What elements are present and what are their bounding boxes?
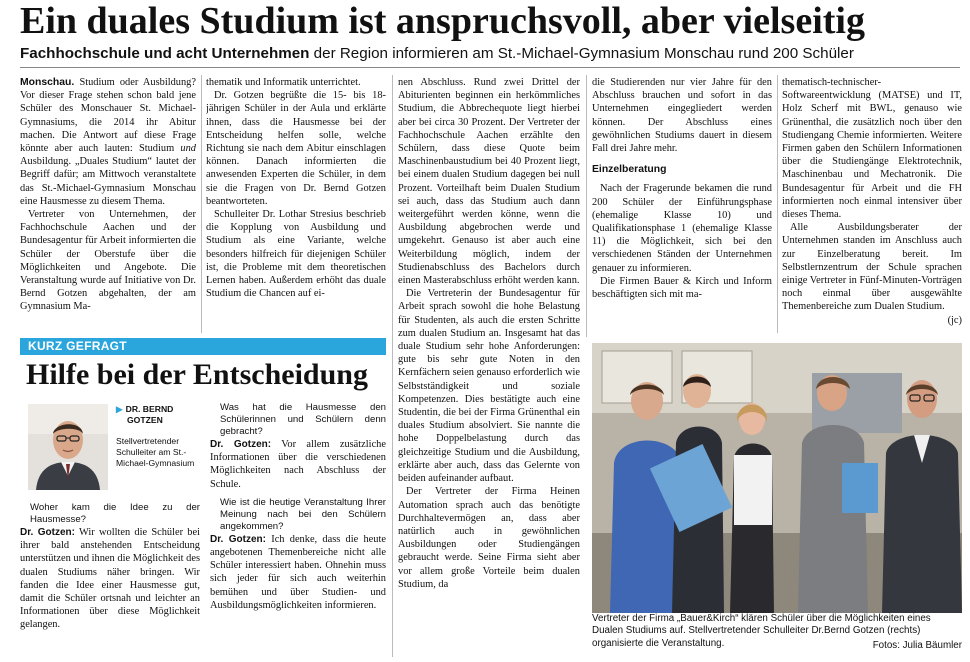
article-column-1: [20, 76, 196, 334]
answer-text: Ich denke, dass die heute angebotenen Themenbereiche nicht alle Schüler interessiert haben. Ohnehin muss sich jeder für sich auch weiterhin bemühen und über Studien- und Ausbildungsmöglichkeiten informieren.: [210, 533, 386, 611]
column-divider: [586, 75, 587, 337]
interview-band: KURZ GEFRAGT: [20, 338, 386, 355]
article-text: Alle Ausbildungsberater der Unternehmen standen im Anschluss auch zur Einzelberatung bereit. Im Selbstlernzentrum der Schule sprachen einige Vertreter in Fünf-Minuten-Vorträgen noch einmal über ausgewählte Themenbereiche zum Dualen Studium.: [782, 222, 962, 313]
answer-text: Wir wollten die Schüler bei ihrer bald anstehenden Entscheidung unterstützen und ihnen die Möglichkeit des dualen Studiums näher bringen. Wir fanden die Idee einer Hausmesse gut, damit die Schüler ortsnah und leichter an Informationen über diese Möglichkeit gelangen.: [20, 527, 200, 631]
headline: Ein duales Studium ist anspruchsvoll, aber vielseitig: [20, 0, 865, 42]
subheadline-bold: Fachhochschule und acht Unternehmen: [20, 45, 310, 62]
interview-question: Woher kam die Idee zu der Hausmesse?: [30, 502, 200, 525]
subheadline-rest: der Region informieren am St.-Michael-Gymnasium Monschau rund 200 Schüler: [309, 45, 854, 62]
interview-answer: [210, 533, 386, 612]
interviewee-role: Stellvertretender Schulleiter am St.-Michael-Gymnasium: [116, 436, 195, 468]
article-paragraph: [782, 221, 962, 326]
article-paragraph: Nach der Fragerunde bekamen die rund 200 Schüler der Einführungsphase (ehemalige Klasse 10) und Qualifikationsphase 1 (ehemalige Klasse 11) die Möglichkeit, sich bei den verschiedenen Ständen der Unternehmen genauer zu informieren.: [592, 183, 772, 274]
interview-box: [20, 338, 386, 656]
triangle-right-icon: ▶: [116, 404, 123, 414]
column-divider: [392, 75, 393, 657]
answer-speaker: Dr. Gotzen:: [210, 533, 266, 545]
section-heading: Einzelberatung: [592, 164, 667, 176]
article-text: Studium oder Ausbildung? Vor dieser Frage stehen schon bald jene Schüler des Monschauer St. Michael-Gymnasiums, die 2014 ihr Abitur machen. Die Antwort auf diese Frage könnte aber auch lauten: Studium: [20, 77, 196, 155]
interviewee-name-line: GOTZEN: [127, 415, 163, 425]
portrait-photo: [28, 404, 108, 490]
interview-question: Was hat die Hausmesse den Schülerinnen und Schülern denn gebracht?: [220, 402, 386, 437]
article-text-italic: und: [180, 143, 196, 155]
column-divider: [777, 75, 778, 333]
interviewee-name-line: [116, 404, 173, 415]
event-photo: [592, 343, 962, 613]
interview-answer: [210, 438, 386, 491]
name-text: DR. BERND: [125, 404, 174, 414]
article-paragraph: Schulleiter Dr. Lothar Stresius beschrieb die Kopplung von Ausbildung und Studium als eine Variante, welche besonders hilfreich für diejenigen Schüler ist, die Probleme mit dem theoretischen Lernen haben. Außerdem erhöht das duale Studium die Chancen auf ei-: [206, 209, 386, 300]
portrait-illustration: [28, 404, 108, 490]
event-photo-illustration: [592, 343, 962, 613]
answer-text: Vor allem zusätzliche Informationen über die verschiedenen Möglichkeiten nach Abschluss der Schule.: [210, 439, 386, 490]
photo-caption: Vertreter der Firma „Bauer&Kirch“ klären Schüler über die Möglichkeiten eines Dualen Studiums auf. Stellvertretender Schulleiter Dr.Bernd Gotzen (rechts) organisierte die Veranstaltung.: [592, 613, 931, 649]
article-paragraph: Die Firmen Bauer & Kirch und Inform beschäftigten sich mit ma-: [592, 275, 772, 301]
article-column-5: [782, 76, 962, 334]
article-column-2: [206, 76, 386, 334]
interview-question: Wie ist die heutige Veranstaltung Ihrer Meinung nach bei den Schülern angekommen?: [220, 496, 386, 532]
dateline: Monschau.: [20, 77, 75, 88]
answer-speaker: Dr. Gotzen:: [210, 439, 272, 450]
article-paragraph: thematik und Informatik unterrichtet.: [206, 77, 361, 88]
article-column-4: [592, 76, 772, 334]
article-text: Ausbildung. „Duales Studium“ lautet der Begriff dafür; am Mittwoch veranstaltete das St.-Michael-Gymnasium Monschau eine Hausmesse zu diesem Thema.: [20, 156, 196, 207]
answer-speaker: Dr. Gotzen:: [20, 527, 75, 538]
interview-column-1: [20, 502, 200, 654]
article-paragraph: Der Vertreter der Firma Heinen Automation sprach auch das benötigte Durchhaltevermögen an, dass aber natürlich auch in gewöhnlichen Ausbildungen oder Studiengängen gebraucht werde. Seine Firma sieht aber vor allem große Vorteile beim dualen Studium, da: [398, 486, 580, 590]
article-paragraph: nen Abschluss. Rund zwei Drittel der Abiturienten beginnen ein herkömmliches Studium, die Abbrechequote liegt hierbei aber bei circa 30 Prozent. Der Vertreter der Fachhochschule Aachen erzählte den Schülern, dass diese Quote beim Maschinenbaustudium bei 40 Prozent liegt, bei einem dualen Studium dagegen bei null Prozent. Vorteilhaft beim Dualen Studium sei auch, dass das Studium auch dann weitergeführt werden könne, wenn die Ausbildung abgebrochen werde und umgekehrt. Genauso ist aber auch eine Weiterbildung möglich, indem der Studienabschluss des Bachelors durch einen Masterabschluss erhöht werden kann.: [398, 77, 580, 287]
article-paragraph: [20, 76, 196, 208]
photo-credit: Fotos: Julia Bäumler: [872, 640, 962, 651]
interview-answer: [20, 526, 200, 632]
article-column-3: [398, 76, 580, 658]
article-paragraph: Vertreter von Unternehmen, der Fachhochschule Aachen und der Bundesagentur für Arbeit informierten die Schüler der Oberstufe über die Möglichkeiten und Angebote. Die Veranstaltung wurde auf Initiative von Dr. Bernd Gotzen abgehalten, der am Gymnasium Ma-: [20, 209, 196, 313]
subheadline: [20, 44, 960, 64]
interview-title: Hilfe bei der Entscheidung: [26, 358, 368, 391]
author-sign: (jc): [947, 314, 962, 326]
interviewee-name: [116, 404, 173, 426]
article-paragraph: Dr. Gotzen begrüßte die 15- bis 18-jährigen Schüler in der Aula und erklärte ihnen, dass die Hausmesse bei der Entscheidung helfen solle, welche Richtung sie nach dem Abitur einschlagen können. Danach informierten die anwesenden Experten die Schüler, in dem sie die Fragen von Dr. Bernd Gotzen beantworteten.: [206, 90, 386, 207]
header-rule: [20, 67, 960, 68]
article-paragraph: Die Vertreterin der Bundesagentur für Arbeit sprach sowohl die hohe Belastung für Studenten, als auch die ersten Schritte zum dualen Studium an. Insgesamt hat das duale Studium sehr hohe Anforderungen: gute bis sehr gute Noten in den Kernfächern seien genauso erforderlich wie Selbstständigkeit und soziale Kompetenzen. Dies bestätigte auch eine Studentin, die bei der Firma Grünenthal ein duales Studium absolviert. Sie nannte die hohe Doppelbelastung durch das gleichzeitige Studium und die Ausbildung, erklärte aber auch, dass das Gelernte von beiden aufeinander aufbaut.: [398, 288, 580, 485]
interview-column-2: [210, 402, 386, 654]
article-paragraph: die Studierenden nur vier Jahre für den Abschluss brauchen und sofort in das Unternehmen eingegliedert werden können. Der Abschluss eines gewöhnlichen Studiums dauert in diesem Fall drei Jahre mehr.: [592, 77, 772, 155]
article-paragraph: thematisch-technischer-Softwareentwicklung (MATSE) und IT, Holz Scherf mit BWL, genauso wie Grünenthal, die zusätzlich noch über den Studiengang Chemie informierten. Weitere Firmen gaben den Schülern Informationen über die Studiengänge Elektrotechnik, Maschinenbau und Mechatronik. Die Bundesagentur für Arbeit und die FH informierten noch einmal intensiver über dieses Thema.: [782, 77, 962, 221]
column-divider: [201, 75, 202, 333]
